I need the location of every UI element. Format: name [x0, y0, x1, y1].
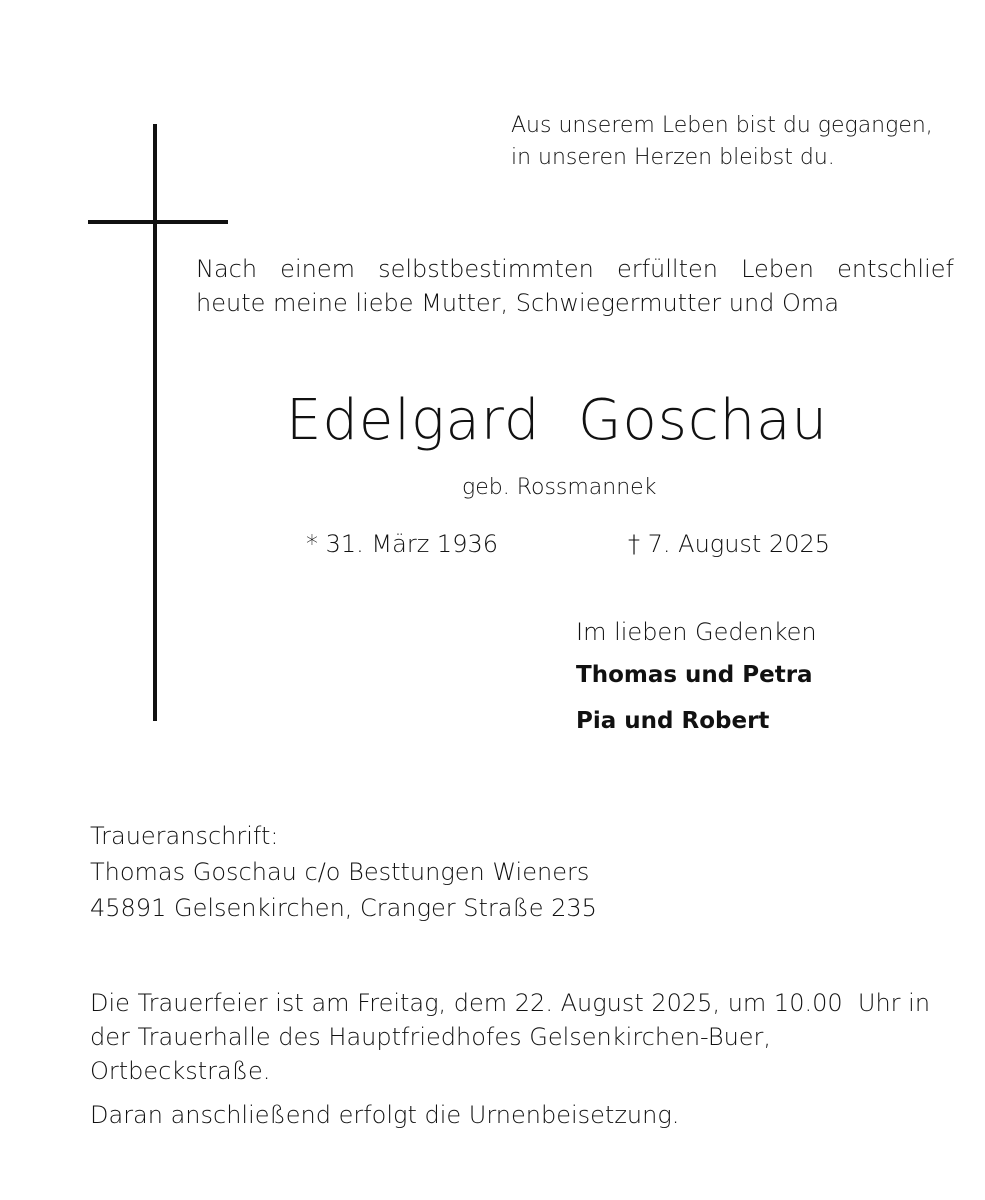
cross-vertical-bar [153, 124, 157, 721]
mourning-address [90, 818, 597, 926]
intro-word: selbstbestimmten [378, 255, 594, 283]
service-line-2: der Trauerhalle des Hauptfriedhofes Gelsenkirchen-Buer, [90, 1023, 772, 1051]
quote-line-2: in unseren Herzen bleibst du. [511, 145, 835, 170]
intro-word: entschlief [837, 255, 954, 283]
intro-line-1 [196, 252, 954, 286]
memorial-quote [511, 110, 933, 174]
intro-word: Nach [196, 255, 258, 283]
announcement-intro [196, 252, 954, 320]
address-label: Traueranschrift: [90, 822, 279, 850]
memory-section [576, 612, 817, 744]
birth-date: * 31. März 1936 [306, 530, 499, 558]
service-line-1: Die Trauerfeier ist am Freitag, dem 22. August 2025, um 10.00 Uhr in [90, 989, 931, 1017]
address-line-1: Thomas Goschau c/o Besttungen Wieners [90, 858, 590, 886]
memory-heading: Im lieben Gedenken [576, 618, 817, 646]
burial-note: Daran anschließend erfolgt die Urnenbeisetzung. [90, 1101, 680, 1129]
intro-word: Leben [741, 255, 815, 283]
intro-line-2: heute meine liebe Mutter, Schwiegermutter und Oma [196, 289, 840, 317]
deceased-name: Edelgard Goschau [286, 388, 828, 453]
quote-line-1: Aus unserem Leben bist du gegangen, [511, 113, 933, 138]
death-date: † 7. August 2025 [628, 530, 831, 558]
birth-name: geb. Rossmannek [462, 475, 657, 500]
intro-word: erfüllten [616, 255, 718, 283]
intro-word: einem [280, 255, 355, 283]
cross-horizontal-bar [88, 220, 228, 224]
address-line-2: 45891 Gelsenkirchen, Cranger Straße 235 [90, 894, 597, 922]
funeral-service [90, 986, 930, 1088]
family-member: Pia und Robert [576, 708, 770, 734]
service-line-3: Ortbeckstraße. [90, 1057, 271, 1085]
family-member: Thomas und Petra [576, 662, 813, 688]
